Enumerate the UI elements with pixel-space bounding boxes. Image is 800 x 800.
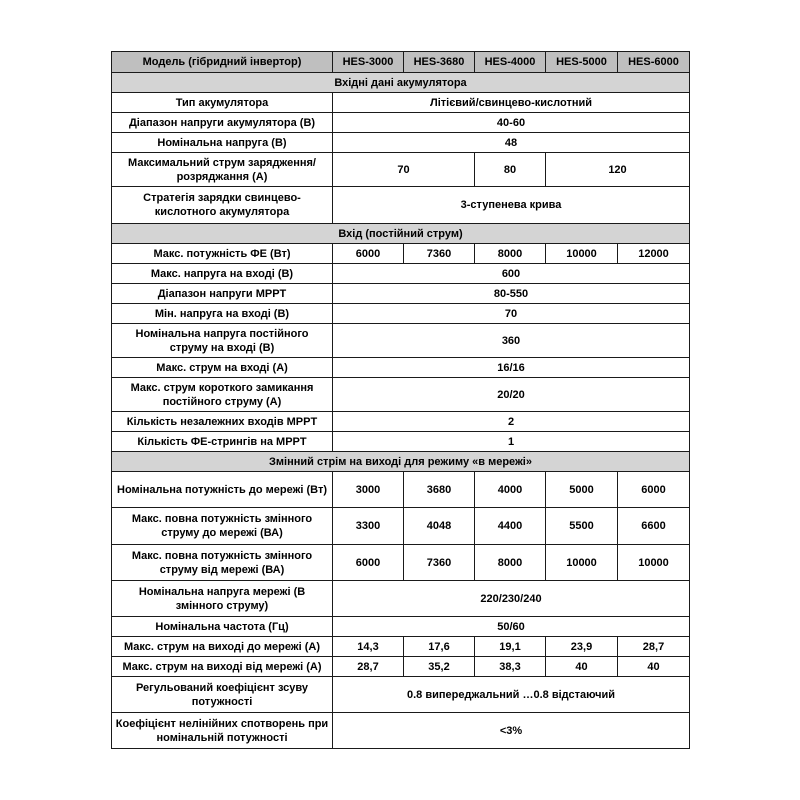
row-label: Макс. потужність ФЕ (Вт) (112, 244, 333, 264)
table-row (112, 545, 690, 581)
row-value: 40-60 (333, 113, 690, 133)
row-value: 38,3 (475, 657, 546, 677)
row-value: 4400 (475, 508, 546, 545)
table-row (112, 581, 690, 617)
row-value: 80-550 (333, 284, 690, 304)
row-label: Максимальний струм зарядження/розряджання (А) (112, 153, 333, 187)
row-value: 10000 (546, 545, 618, 581)
row-value: 10000 (546, 244, 618, 264)
row-value: 4000 (475, 472, 546, 508)
section-dc-input-title: Вхід (постійний струм) (112, 224, 690, 244)
row-label: Коефіцієнт нелінійних спотворень при номінальній потужності (112, 713, 333, 749)
section-battery (112, 73, 690, 93)
row-value: <3% (333, 713, 690, 749)
section-ac-output-title: Змінний стрім на виході для режиму «в мережі» (112, 452, 690, 472)
row-value: 19,1 (475, 637, 546, 657)
table-row (112, 304, 690, 324)
row-label: Макс. повна потужність змінного струму від мережі (ВА) (112, 545, 333, 581)
row-value: 10000 (618, 545, 690, 581)
row-value: 0.8 випереджальний …0.8 відстаючий (333, 677, 690, 713)
row-label: Номінальна потужність до мережі (Вт) (112, 472, 333, 508)
table-row (112, 412, 690, 432)
table-row (112, 358, 690, 378)
row-value: 3300 (333, 508, 404, 545)
row-label: Стратегія зарядки свинцево-кислотного акумулятора (112, 187, 333, 224)
row-value: 3680 (404, 472, 475, 508)
model-label: Модель (гібридний інвертор) (112, 52, 333, 73)
row-value: 6000 (333, 545, 404, 581)
row-label: Діапазон напруги акумулятора (В) (112, 113, 333, 133)
model-hes-6000: HES-6000 (618, 52, 690, 73)
row-label: Макс. струм на вході (А) (112, 358, 333, 378)
table-row (112, 378, 690, 412)
row-value: Літієвий/свинцево-кислотний (333, 93, 690, 113)
row-value: 12000 (618, 244, 690, 264)
model-hes-4000: HES-4000 (475, 52, 546, 73)
table-row (112, 637, 690, 657)
row-value: 20/20 (333, 378, 690, 412)
row-value: 48 (333, 133, 690, 153)
model-hes-3000: HES-3000 (333, 52, 404, 73)
row-value: 5500 (546, 508, 618, 545)
row-value: 6000 (618, 472, 690, 508)
row-label: Діапазон напруги MPPT (112, 284, 333, 304)
section-battery-title: Вхідні дані акумулятора (112, 73, 690, 93)
row-label: Номінальна напруга мережі (В змінного струму) (112, 581, 333, 617)
table-row (112, 508, 690, 545)
row-value: 600 (333, 264, 690, 284)
table-row (112, 187, 690, 224)
row-label: Макс. струм короткого замикання постійного струму (А) (112, 378, 333, 412)
table-row (112, 133, 690, 153)
row-value: 8000 (475, 244, 546, 264)
row-label: Макс. струм на виході до мережі (А) (112, 637, 333, 657)
row-value: 14,3 (333, 637, 404, 657)
row-label: Номінальна частота (Гц) (112, 617, 333, 637)
row-value: 220/230/240 (333, 581, 690, 617)
row-value: 4048 (404, 508, 475, 545)
row-label: Кількість ФЕ-стрингів на MPPT (112, 432, 333, 452)
table-row (112, 713, 690, 749)
model-hes-5000: HES-5000 (546, 52, 618, 73)
row-label: Кількість незалежних входів MPPT (112, 412, 333, 432)
row-value: 70 (333, 304, 690, 324)
section-dc-input (112, 224, 690, 244)
table-row (112, 264, 690, 284)
row-value: 70 (333, 153, 475, 187)
row-label: Номінальна напруга постійного струму на вході (В) (112, 324, 333, 358)
spec-table (111, 51, 690, 749)
row-value: 2 (333, 412, 690, 432)
header-row (112, 52, 690, 73)
table-row (112, 153, 690, 187)
table-row (112, 432, 690, 452)
row-value: 50/60 (333, 617, 690, 637)
row-label: Регульований коефіцієнт зсуву потужності (112, 677, 333, 713)
table-row (112, 284, 690, 304)
row-value: 28,7 (618, 637, 690, 657)
row-label: Макс. напруга на вході (В) (112, 264, 333, 284)
table-row (112, 472, 690, 508)
row-value: 40 (546, 657, 618, 677)
row-value: 23,9 (546, 637, 618, 657)
row-value: 120 (546, 153, 690, 187)
row-value: 28,7 (333, 657, 404, 677)
row-value: 360 (333, 324, 690, 358)
row-label: Мін. напруга на вході (В) (112, 304, 333, 324)
row-value: 6600 (618, 508, 690, 545)
row-value: 5000 (546, 472, 618, 508)
row-value: 1 (333, 432, 690, 452)
model-hes-3680: HES-3680 (404, 52, 475, 73)
row-value: 40 (618, 657, 690, 677)
table-row (112, 324, 690, 358)
row-value: 3000 (333, 472, 404, 508)
row-value: 35,2 (404, 657, 475, 677)
row-value: 8000 (475, 545, 546, 581)
table-row (112, 677, 690, 713)
table-row (112, 657, 690, 677)
row-value: 17,6 (404, 637, 475, 657)
row-label: Тип акумулятора (112, 93, 333, 113)
row-value: 80 (475, 153, 546, 187)
row-value: 7360 (404, 545, 475, 581)
row-value: 16/16 (333, 358, 690, 378)
table-row (112, 113, 690, 133)
row-value: 3-ступенева крива (333, 187, 690, 224)
row-label: Номінальна напруга (В) (112, 133, 333, 153)
table-row (112, 93, 690, 113)
section-ac-output (112, 452, 690, 472)
row-value: 6000 (333, 244, 404, 264)
table-row (112, 617, 690, 637)
table-row (112, 244, 690, 264)
row-value: 7360 (404, 244, 475, 264)
row-label: Макс. струм на виході від мережі (А) (112, 657, 333, 677)
row-label: Макс. повна потужність змінного струму до мережі (ВА) (112, 508, 333, 545)
